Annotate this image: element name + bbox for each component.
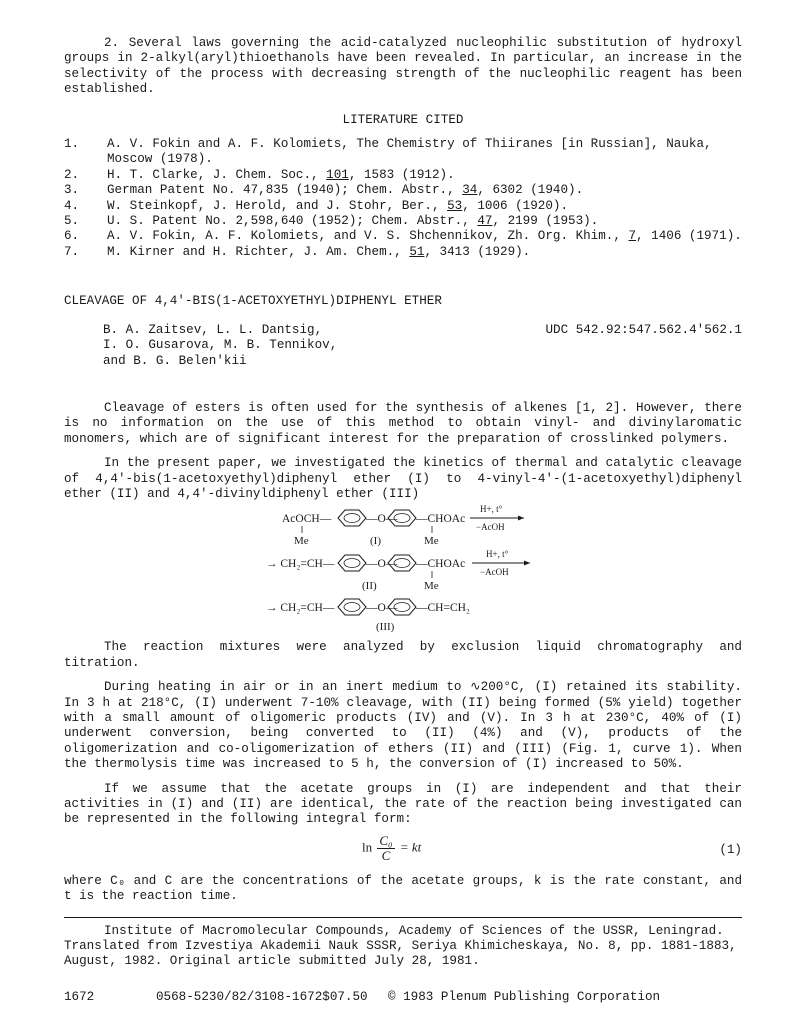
scheme-row1-left: AcOCH— bbox=[282, 513, 332, 526]
equation-numerator: C₀ bbox=[379, 832, 393, 848]
equation-number: (1) bbox=[719, 842, 742, 857]
reference-text bbox=[107, 183, 742, 198]
reference-text-part: U. S. Patent No. 2,598,640 (1952); Chem. Abstr., bbox=[107, 214, 478, 229]
reference-text bbox=[107, 168, 742, 183]
reference-number: 1. bbox=[64, 137, 80, 152]
literature-cited-heading: LITERATURE CITED bbox=[342, 112, 464, 127]
footnote-divider bbox=[64, 917, 742, 918]
reference-text-part: H. T. Clarke, J. Chem. Soc., bbox=[107, 167, 327, 182]
scheme-label-III: (III) bbox=[376, 621, 395, 634]
reference-number: 2. bbox=[64, 167, 80, 182]
scheme-row2-ether: —O— bbox=[366, 558, 398, 571]
equation-1 bbox=[64, 834, 742, 868]
page-footer bbox=[64, 990, 742, 1005]
reference-volume: 53 bbox=[447, 198, 463, 213]
reference-list bbox=[64, 137, 742, 260]
reference-volume: 7 bbox=[628, 229, 637, 244]
reference-number: 5. bbox=[64, 214, 80, 229]
reference-text-part: , 2199 (1953). bbox=[492, 214, 599, 229]
reference-number: 6. bbox=[64, 229, 80, 244]
page-number: 1672 bbox=[64, 990, 95, 1004]
scheme-methyl: Me bbox=[424, 535, 439, 548]
article-title: CLEAVAGE OF 4,4'-BIS(1-ACETOXYETHYL)DIPHENYL ETHER bbox=[64, 294, 442, 309]
reference-number: 7. bbox=[64, 244, 80, 259]
reaction-scheme bbox=[266, 504, 602, 634]
conclusion-item-2: 2. Several laws governing the acid-catalyzed nucleophilic substitution of hydroxyl groups in 2-alkyl(aryl)thioethanols have been revealed. In particular, an increase in the selectivity of the process with decreasing strength of the nucleophilic reagent has been established. bbox=[64, 36, 742, 97]
paragraph-heating: During heating in air or in an inert medium to ∿200°C, (I) retained its stability. In 3 h at 218°C, (I) underwent 7-10% cleavage, with (II) being formed (5% yield) together with a small amount of oligomeric products (IV) and (V). In 3 h at 230°C, 40% of (I) underwent conversion, being converted to (II) (4%) and (V), products of the oligomerization and co-oligomerization of ethers (II) and (III) (Fig. 1, curve 1). When the thermolysis time was increased to 5 h, the conversion of (I) increased to 50%. bbox=[64, 680, 742, 772]
reference-volume: 101 bbox=[326, 167, 349, 182]
paragraph-intro: Cleavage of esters is often used for the synthesis of alkenes [1, 2]. However, there is no information on the use of this method to obtain vinyl- and divinylaromatic monomers, which are of significant interest for the preparation of crosslinked polymers. bbox=[64, 400, 742, 446]
reference-text bbox=[107, 137, 742, 168]
benzene-ring-icon bbox=[338, 510, 366, 526]
author-line: B. A. Zaitsev, L. L. Dantsig, bbox=[103, 322, 323, 337]
reference-item bbox=[64, 168, 742, 183]
udc-code: UDC 542.92:547.562.4'562.1 bbox=[545, 322, 742, 337]
reference-text bbox=[107, 245, 742, 260]
equation-body bbox=[362, 834, 421, 863]
reference-text-part: , 1006 (1920). bbox=[462, 198, 569, 213]
scheme-row1-ether: —O— bbox=[366, 513, 398, 526]
paragraph-assumption: If we assume that the acetate groups in (I) are independent and that their activities in (I) and (II) are identical, the rate of the reaction being investigated can be represented in the following integral form: bbox=[64, 781, 742, 827]
arrowhead-icon bbox=[524, 561, 530, 566]
reference-item bbox=[64, 229, 742, 244]
author-block bbox=[64, 323, 742, 369]
equation-denominator: C bbox=[381, 847, 391, 863]
author-line: and B. G. Belen'kii bbox=[103, 353, 247, 368]
reference-text-part: , 1583 (1912). bbox=[348, 167, 455, 182]
reference-text-part: A. V. Fokin and A. F. Kolomiets, The Chemistry of Thiiranes [in Russian], Nauka, Moscow (1978). bbox=[107, 137, 712, 167]
copyright-notice: © 1983 Plenum Publishing Corporation bbox=[388, 990, 661, 1004]
reference-number: 3. bbox=[64, 183, 80, 198]
scheme-label-II: (II) bbox=[362, 580, 377, 593]
reference-text-part: , 3413 (1929). bbox=[424, 244, 531, 259]
paragraph-analysis: The reaction mixtures were analyzed by exclusion liquid chromatography and titration. bbox=[64, 640, 742, 670]
benzene-ring-icon bbox=[338, 555, 366, 571]
scheme-row2-left: → CH₂=CH— bbox=[266, 558, 335, 571]
reference-item bbox=[64, 137, 742, 168]
reference-number: 4. bbox=[64, 198, 80, 213]
equation-fraction bbox=[377, 834, 394, 863]
equation-rhs: = kt bbox=[399, 839, 422, 855]
scheme-row1-right: —CHOAc bbox=[416, 513, 466, 526]
reference-text-part: M. Kirner and H. Richter, J. Am. Chem., bbox=[107, 244, 410, 259]
equation-ln: ln bbox=[362, 839, 373, 855]
scheme-methyl: Me bbox=[294, 535, 309, 548]
reference-item bbox=[64, 183, 742, 198]
scheme-condition-top: H+, t° bbox=[486, 549, 509, 560]
scheme-row2-right: —CHOAc bbox=[416, 558, 466, 571]
reference-text bbox=[107, 199, 742, 214]
reference-volume: 51 bbox=[409, 244, 425, 259]
reference-item bbox=[64, 199, 742, 214]
scheme-condition-bottom: −AcOH bbox=[480, 567, 509, 578]
reference-text-part: , 6302 (1940). bbox=[477, 183, 584, 198]
scheme-condition-top: H+, t° bbox=[480, 504, 503, 515]
reference-text-part: , 1406 (1971). bbox=[636, 229, 742, 244]
reference-text-part: A. V. Fokin, A. F. Kolomiets, and V. S. Shchennikov, Zh. Org. Khim., bbox=[107, 229, 629, 244]
reference-volume: 34 bbox=[462, 183, 478, 198]
scheme-label-I: (I) bbox=[370, 535, 381, 548]
article-code: 0568-5230/82/3108-1672$07.50 bbox=[156, 990, 368, 1004]
paragraph-where: where C₀ and C are the concentrations of the acetate groups, k is the rate constant, and t is the reaction time. bbox=[64, 873, 742, 904]
author-line: I. O. Gusarova, M. B. Tennikov, bbox=[103, 338, 338, 353]
reference-text bbox=[107, 229, 742, 244]
scheme-row3-right: —CH=CH₂ bbox=[416, 602, 470, 615]
reference-item bbox=[64, 214, 742, 229]
reference-text-part: German Patent No. 47,835 (1940); Chem. Abstr., bbox=[107, 183, 463, 198]
reference-text bbox=[107, 214, 742, 229]
arrowhead-icon bbox=[518, 516, 524, 521]
paragraph-present-paper: In the present paper, we investigated the kinetics of thermal and catalytic cleavage of 4,4'-bis(1-acetoxyethyl)diphenyl ether (I) to 4-vinyl-4'-(1-acetoxyethyl)diphenyl ether (II) and 4,4'-divinyldiphenyl ether (III) bbox=[64, 456, 742, 501]
page-body bbox=[64, 36, 742, 970]
reference-item bbox=[64, 245, 742, 260]
author-list bbox=[103, 323, 337, 369]
reference-text-part: W. Steinkopf, J. Herold, and J. Stohr, Ber., bbox=[107, 198, 448, 213]
benzene-ring-icon bbox=[338, 599, 366, 615]
scheme-row3-left: → CH₂=CH— bbox=[266, 602, 335, 615]
scheme-condition-bottom: −AcOH bbox=[476, 522, 505, 533]
reference-volume: 47 bbox=[477, 214, 493, 229]
affiliation-footnote: Institute of Macromolecular Compounds, Academy of Sciences of the USSR, Leningrad. Translated from Izvestiya Akademii Nauk SSSR, Seriya Khimicheskaya, No. 8, pp. 1881-1883, August, 1982. Original article submitted July 28, 1981. bbox=[64, 923, 737, 969]
scheme-methyl: Me bbox=[424, 580, 439, 593]
scheme-row3-ether: —O— bbox=[366, 602, 398, 615]
